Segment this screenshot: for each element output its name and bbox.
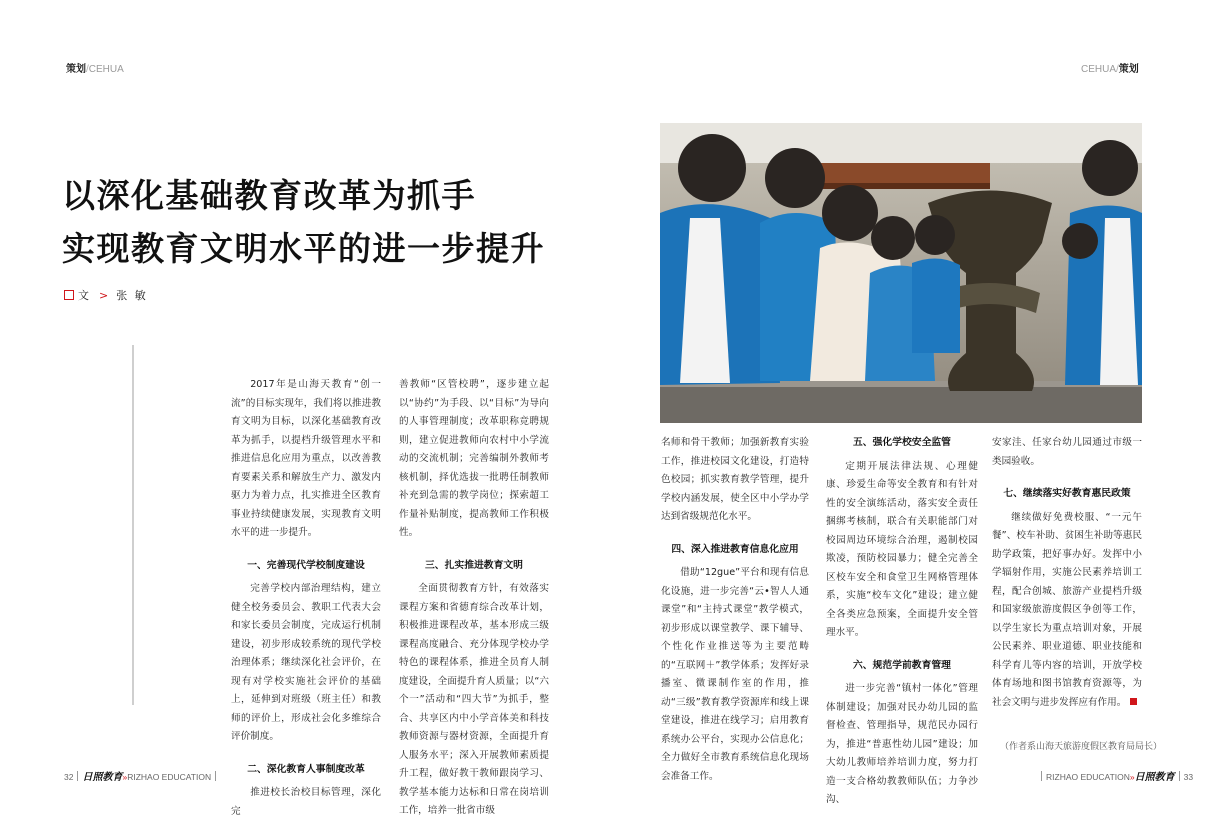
right-footer	[1037, 768, 1193, 783]
paragraph: 定期开展法律法规、心理健康、珍爱生命等安全教育和有针对性的安全演练活动，落实安全责任捆绑考核制，联合有关职能部门对校园周边环境综合治理，遏制校园欺凌，预防校园暴力；健全完善全区校车安全和食堂卫生网格管理体系，实施“校车文化”建设；建立健全各类应急预案，全面提升安全管理水平。	[826, 460, 978, 638]
magazine-name-en: RIZHAO EDUCATION	[1046, 772, 1130, 782]
section-heading: 一、完善现代学校制度建设	[247, 559, 365, 571]
left-footer	[64, 768, 220, 783]
author-note: （作者系山海天旅游度假区教育局局长）	[1000, 742, 1163, 752]
text-column-4	[826, 420, 978, 810]
paragraph	[992, 509, 1142, 713]
section-heading: 四、深入推进教育信息化应用	[671, 543, 799, 555]
section-label: 策划	[1118, 64, 1139, 75]
section-label-en: CEHUA	[88, 64, 124, 75]
paragraph: 2017年是山海天教育“创一流”的目标实现年，我们将以推进教育文明为目标，以深化基础教育改革为抓手，以提档升级管理水平和推进信息化应用为重点，以改善教育要素关系和解放生产力、激发内驱力为着力点，扎实推进全区教育事业持续健康发展，实现教育文明水平的进一步提升。	[231, 379, 381, 538]
text-column-2	[399, 376, 549, 821]
byline	[64, 287, 148, 303]
magazine-logo: 日照教育	[82, 772, 123, 783]
article-title-line-2: 实现教育文明水平的进一步提升	[62, 229, 545, 268]
text-column-3	[661, 434, 809, 786]
divider	[1041, 771, 1042, 781]
section-heading: 三、扎实推进教育文明	[425, 559, 523, 571]
article-title-line-1: 以深化基础教育改革为抓手	[62, 176, 476, 215]
section-label: 策划	[66, 64, 86, 75]
divider	[77, 771, 78, 781]
byline-label: 文	[78, 289, 89, 302]
header-separator: /	[86, 64, 89, 75]
header-separator: /	[1116, 64, 1119, 75]
square-marker-icon	[64, 290, 74, 300]
magazine-logo: 日照教育	[1134, 772, 1175, 783]
page-number: 33	[1183, 772, 1194, 782]
right-running-header	[1081, 60, 1139, 75]
text-column-5	[992, 434, 1142, 712]
paragraph: 完善学校内部治理结构，建立健全校务委员会、教职工代表大会和家长委员会制度，完成运行机制建设，初步形成较系统的现代学校治理体系；继续深化社会评价，在现有对学校实施社会评价的基础上，延伸到对班级（班主任）和教师的评价上，形成社会化多维综合评价制度。	[231, 583, 381, 742]
divider	[215, 771, 216, 781]
divider	[1179, 771, 1180, 781]
left-running-header	[66, 60, 124, 75]
page-number: 32	[64, 772, 74, 782]
section-heading: 五、强化学校安全监管	[853, 437, 951, 448]
section-label-en: CEHUA	[1081, 64, 1117, 75]
arrows-icon: »	[122, 772, 128, 782]
arrows-icon: »	[1129, 772, 1135, 782]
magazine-name-en: RIZHAO EDUCATION	[127, 772, 212, 782]
section-heading: 六、规范学前教育管理	[853, 659, 951, 671]
section-heading: 七、继续落实好教育惠民政策	[1003, 488, 1131, 499]
paragraph: 借助“12gue”平台和现有信息化设施，进一步完善“云•智人人通课堂”和“主持式课堂”教学模式，初步形成以课堂教学、课下辅导、个性化作业推送等为主要范畴的“互联网＋”教学体系；发挥好录播室、微课制作室的作用，推动“三级”教育教学资源库和线上课堂建设，推进在线学习；启用教育系统办公平台，实现办公信息化；全力做好全市教育系统信息化现场会准备工作。	[661, 567, 809, 782]
section-heading: 二、深化教育人事制度改革	[247, 763, 365, 775]
paragraph: 进一步完善“镇村一体化”管理体制建设；加强对民办幼儿园的监督检查、管理指导，规范民办园行为，推进“普惠性幼儿园”建设；加大幼儿教师培养培训力度，努力打造一支合格幼教教师队伍；力争沙沟、	[826, 683, 978, 805]
end-mark-icon	[1130, 698, 1137, 705]
paragraph: 名师和骨干教师；加强新教育实验工作，推进校园文化建设，打造特色校园；抓实教育教学管理，提升学校内涵发展，使全区中小学办学达到省级规范化水平。	[661, 437, 809, 522]
vertical-rule	[132, 345, 134, 705]
arrow-icon: >	[99, 289, 109, 302]
paragraph: 安家洼、任家台幼儿园通过市级一类园验收。	[992, 437, 1142, 467]
photo-illustration	[660, 123, 1142, 423]
paragraph-text: 继续做好免费校服、“一元午餐”、校车补助、贫困生补助等惠民助学政策，把好事办好。发挥中小学辐射作用，实施公民素养培训工程，配合创城、旅游产业提档升级和国家级旅游度假区争创等工作，以学生家长为重点培训对象，开展公民素养、职业道德、职业技能和科学育儿等内容的培训，开放学校体育场地和图书馆教育资源等，为社会文明与进步发挥应有作用。	[992, 511, 1142, 708]
paragraph: 善教师“区管校聘”，逐步建立起以“协约”为手段、以“目标”为导向的人事管理制度；改革职称竞聘规则，建立促进教师向农村中小学流动的交流机制；完善编制外教师考核机制，择优选拔一批聘任制教师补充到急需的教学岗位；探索超工作量补贴制度，提高教师工作积极性。	[399, 379, 549, 538]
paragraph: 全面贯彻教育方针，有效落实课程方案和省德育综合改革计划，积极推进课程改革，基本形成三级课程高度融合、充分体现学校办学特色的课程体系，推进全员育人制度建设，全面提升育人质量；以“六个一”活动和“四大节”为抓手，整合、共享区内中小学音体美和科技教师资源与器材资源，全面提升育人服务水平；深入开展教师素质提升工程，做好教干教师跟岗学习、教学基本能力达标和日常在岗培训工作，培养一批省市级	[399, 583, 549, 816]
author-name: 张 敏	[116, 289, 148, 302]
article-photo	[660, 123, 1142, 423]
paragraph: 推进校长治校目标管理，深化完	[231, 787, 381, 817]
text-column-1	[231, 376, 381, 821]
